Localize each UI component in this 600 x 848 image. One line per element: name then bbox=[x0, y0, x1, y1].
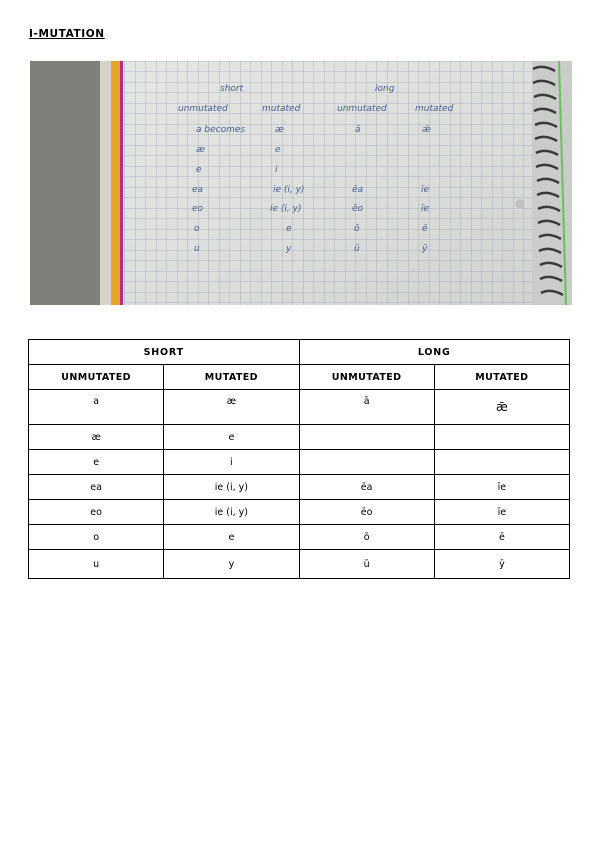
table-cell: īe bbox=[434, 500, 569, 525]
photo-cell: ēa bbox=[352, 185, 364, 195]
photo-col-unmutated-1: unmutated bbox=[178, 104, 228, 114]
table-row bbox=[29, 500, 570, 525]
table-cell: ū bbox=[299, 550, 434, 579]
table-cell: ēo bbox=[299, 500, 434, 525]
table-cell: i bbox=[164, 450, 299, 475]
table-cell: e bbox=[29, 450, 164, 475]
table-cell: īe bbox=[434, 475, 569, 500]
i-mutation-table bbox=[28, 339, 570, 579]
photo-cell: īe bbox=[421, 204, 430, 214]
table-row bbox=[29, 450, 570, 475]
table-row bbox=[29, 475, 570, 500]
table-cell bbox=[434, 450, 569, 475]
photo-cell: īe bbox=[421, 185, 430, 195]
table-cell: ȳ bbox=[434, 550, 569, 579]
photo-cell: æ bbox=[196, 145, 205, 155]
table-cell bbox=[434, 425, 569, 450]
photo-cell: e bbox=[286, 224, 292, 234]
table-cell: ǣ bbox=[434, 390, 569, 425]
photo-cell: y bbox=[286, 244, 292, 254]
table-cell: ie (i, y) bbox=[164, 475, 299, 500]
photo-cell: ā bbox=[355, 125, 361, 135]
table-cell: æ bbox=[164, 390, 299, 425]
table-cell: æ bbox=[29, 425, 164, 450]
photo-cell: ē bbox=[422, 224, 428, 234]
photo-cell: e bbox=[196, 165, 202, 175]
header-short-mutated: MUTATED bbox=[164, 365, 299, 390]
group-long: LONG bbox=[299, 340, 570, 365]
photo-cell: e bbox=[275, 145, 281, 155]
photo-cell: i bbox=[275, 165, 278, 175]
header-long-mutated: MUTATED bbox=[434, 365, 569, 390]
table-header-row bbox=[29, 365, 570, 390]
table-cell: ē bbox=[434, 525, 569, 550]
page-title: I-MUTATION bbox=[29, 28, 105, 40]
table-row bbox=[29, 425, 570, 450]
photo-cell: ū bbox=[354, 244, 360, 254]
photo-cell: ȳ bbox=[422, 244, 428, 254]
table-cell: ie (i, y) bbox=[164, 500, 299, 525]
table-cell: ō bbox=[299, 525, 434, 550]
table-row bbox=[29, 550, 570, 579]
table-cell: eo bbox=[29, 500, 164, 525]
photo-col-unmutated-2: unmutated bbox=[337, 104, 387, 114]
table-cell bbox=[299, 425, 434, 450]
table-cell: ea bbox=[29, 475, 164, 500]
table-group-row bbox=[29, 340, 570, 365]
table-cell bbox=[299, 450, 434, 475]
table-cell: o bbox=[29, 525, 164, 550]
photo-cell: eo bbox=[192, 204, 204, 214]
photo-cell: ie (i, y) bbox=[270, 204, 302, 214]
photo-header-long: long bbox=[375, 84, 395, 94]
photo-header-short: short bbox=[220, 84, 244, 94]
photo-col-mutated-1: mutated bbox=[262, 104, 301, 114]
table-row bbox=[29, 525, 570, 550]
header-long-unmutated: UNMUTATED bbox=[299, 365, 434, 390]
table-cell: a bbox=[29, 390, 164, 425]
table-row bbox=[29, 390, 570, 425]
photo-cell: ea bbox=[192, 185, 204, 195]
table-cell: ēa bbox=[299, 475, 434, 500]
header-short-unmutated: UNMUTATED bbox=[29, 365, 164, 390]
photo-cell: a becomes bbox=[196, 125, 246, 135]
notebook-photo bbox=[30, 61, 572, 305]
photo-cell: ǣ bbox=[422, 125, 431, 135]
photo-cell: ēo bbox=[352, 204, 364, 214]
photo-col-mutated-2: mutated bbox=[415, 104, 454, 114]
photo-cell: æ bbox=[275, 125, 284, 135]
table-cell: u bbox=[29, 550, 164, 579]
photo-cell: ō bbox=[354, 224, 360, 234]
table-cell: ā bbox=[299, 390, 434, 425]
photo-cell: ie (i, y) bbox=[273, 185, 305, 195]
table-cell: e bbox=[164, 525, 299, 550]
photo-cell: u bbox=[194, 244, 200, 254]
group-short: SHORT bbox=[29, 340, 300, 365]
table-cell: e bbox=[164, 425, 299, 450]
photo-cell: o bbox=[194, 224, 200, 234]
table-cell: y bbox=[164, 550, 299, 579]
